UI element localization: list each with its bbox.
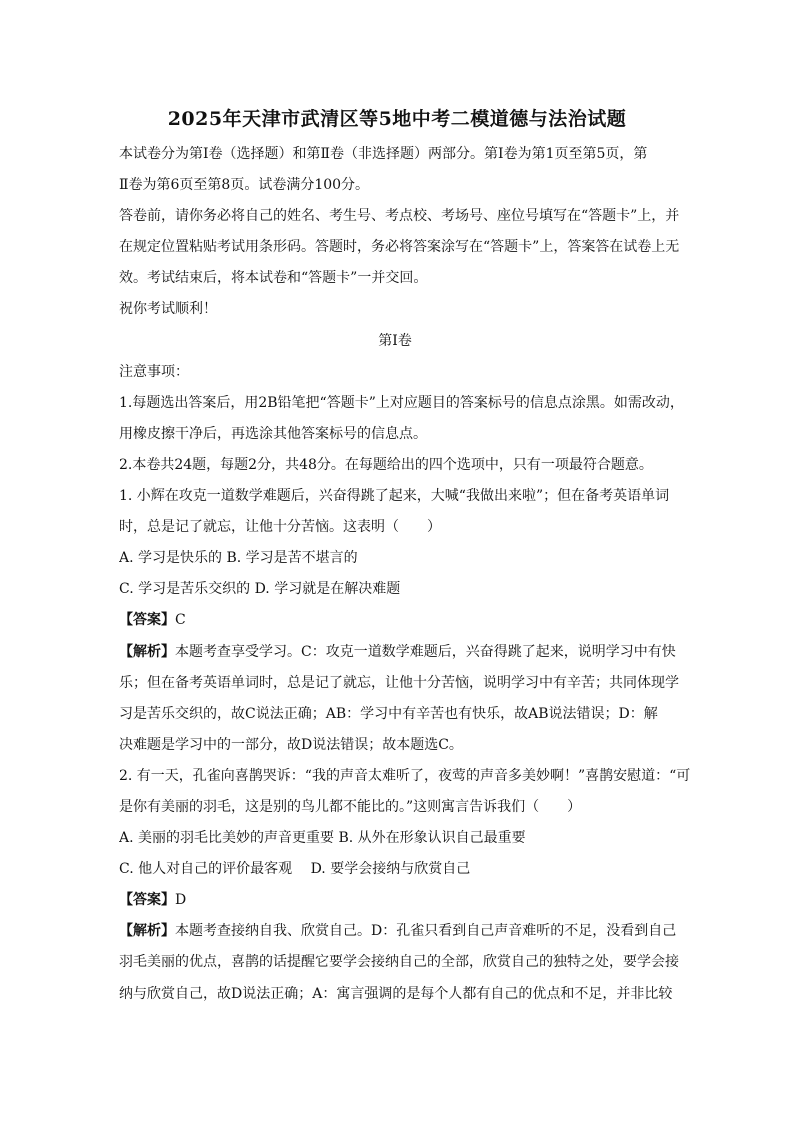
question-1-options-line-1: A. 学习是快乐的 B. 学习是苦不堪言的 (119, 550, 358, 567)
notes-heading: 注意事项： (119, 363, 189, 380)
intro-line-3: 答卷前，请你务必将自己的姓名、考生号、考点校、考场号、座位号填写在“答题卡”上，并 (119, 208, 680, 225)
question-2-analysis-line-1 (119, 920, 691, 951)
question-1-stem-line-1: 1. 小辉在攻克一道数学难题后，兴奋得跳了起来，大喊“我做出来啦”；但在备考英语单词 (119, 488, 670, 505)
intro-line-1: 本试卷分为第Ⅰ卷（选择题）和第Ⅱ卷（非选择题）两部分。第Ⅰ卷为第1页至第5页，第 (119, 146, 648, 162)
note-item-2: 2.本卷共24题，每题2分，共48分。在每题给出的四个选项中，只有一项最符合题意。 (119, 456, 653, 473)
section-title: 第Ⅰ卷 (378, 332, 412, 349)
question-1-options-line-2: C. 学习是苦乐交织的 D. 学习就是在解决难题 (119, 581, 401, 598)
analysis-text: 本题考查接纳自我、欣赏自己。D：孔雀只看到自己声音难听的不足，没看到自己 (175, 923, 677, 940)
question-2-stem-line-2: 是你有美丽的羽毛，这是别的鸟儿都不能比的。”这则寓言告诉我们（ ） (119, 798, 582, 815)
question-1-stem-line-2: 时，总是记了就忘，让他十分苦恼。这表明（ ） (119, 519, 441, 536)
note-item-1-line-1: 1.每题选出答案后，用2B铅笔把“答题卡”上对应题目的答案标号的信息点涂黑。如需改动， (119, 394, 684, 411)
exam-body (119, 143, 691, 1014)
answer-value: C (175, 612, 186, 629)
question-1-analysis-line-1 (119, 641, 691, 672)
analysis-label: 【解析】 (119, 923, 175, 940)
intro-line-4: 在规定位置粘贴考试用条形码。答题时，务必将答案涂写在“答题卡”上，答案答在试卷上无 (119, 239, 680, 256)
question-2-options-line-1: A. 美丽的羽毛比美妙的声音更重要 B. 从外在形象认识自己最重要 (119, 830, 526, 847)
question-2-analysis-line-2: 羽毛美丽的优点，喜鹊的话提醒它要学会接纳自己的全部，欣赏自己的独特之处，要学会接 (119, 954, 679, 971)
question-2-analysis-line-3: 纳与欣赏自己，故D说法正确；A：寓言强调的是每个人都有自己的优点和不足，并非比较 (119, 985, 673, 1002)
question-2-options-line-2: C. 他人对自己的评价最客观 D. 要学会接纳与欣赏自己 (119, 861, 471, 878)
question-2-answer (119, 889, 691, 920)
question-1-analysis-line-2: 乐；但在备考英语单词时，总是记了就忘，让他十分苦恼，说明学习中有辛苦；共同体现学 (119, 674, 679, 691)
page-title: 2025年天津市武清区等5地中考二模道德与法治试题 (167, 108, 627, 130)
analysis-text: 本题考查享受学习。C：攻克一道数学难题后，兴奋得跳了起来，说明学习中有快 (175, 643, 676, 660)
good-luck-wish: 祝你考试顺利！ (119, 301, 217, 318)
answer-label: 【答案】 (119, 612, 175, 629)
analysis-label: 【解析】 (119, 643, 175, 660)
answer-label: 【答案】 (119, 892, 175, 909)
question-1-analysis-line-3: 习是苦乐交织的，故C说法正确；AB：学习中有辛苦也有快乐，故AB说法错误；D：解 (119, 705, 658, 722)
note-item-1-line-2: 用橡皮擦干净后，再选涂其他答案标号的信息点。 (119, 425, 427, 442)
question-1-analysis-line-4: 决难题是学习中的一部分，故D说法错误；故本题选C。 (119, 736, 463, 753)
question-1-answer (119, 609, 691, 640)
question-2-stem-line-1: 2. 有一天，孔雀向喜鹊哭诉：“我的声音太难听了，夜莺的声音多美妙啊！”喜鹊安慰道：“可 (119, 767, 691, 784)
intro-line-5: 效。考试结束后，将本试卷和“答题卡”一并交回。 (119, 270, 428, 287)
answer-value: D (175, 892, 187, 909)
intro-line-2: Ⅱ卷为第6页至第8页。试卷满分100分。 (119, 177, 370, 194)
